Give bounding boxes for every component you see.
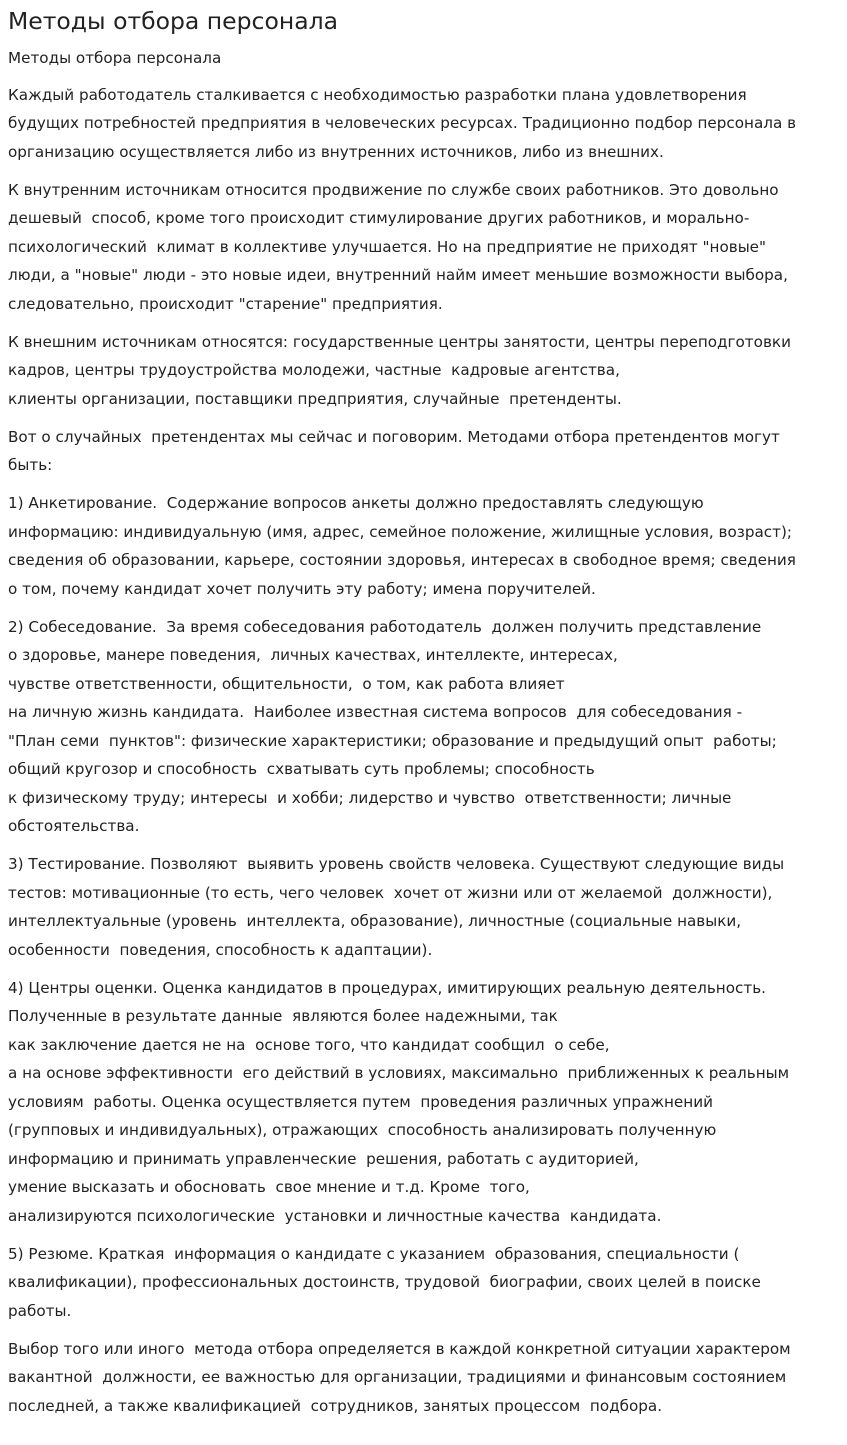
paragraph-line: анализируются психологические установки и личностные качества кандидата.: [8, 1206, 662, 1225]
paragraph-line: 5) Резюме. Краткая информация о кандидате с указанием образования, специальности (: [8, 1244, 740, 1263]
paragraph-line: 1) Анкетирование. Содержание вопросов анкеты должно предоставлять следующую: [8, 494, 704, 512]
paragraph-line: дешевый способ, кроме того происходит стимулирование других работников, и морально-: [8, 209, 750, 227]
paragraph-line: умение высказать и обосновать свое мнение и т.д. Кроме того,: [8, 1178, 530, 1196]
paragraph-line: работы.: [8, 1301, 72, 1320]
paragraph-line: быть:: [8, 456, 53, 474]
paragraph-line: особенности поведения, способность к адаптации).: [8, 940, 433, 959]
article-paragraph: [8, 1240, 839, 1326]
article-body: [8, 81, 839, 1421]
paragraph-line: люди, а "новые" люди - это новые идеи, внутренний найм имеет меньшие возможности выбора,: [8, 266, 788, 284]
paragraph-line: Выбор того или иного метода отбора определяется в каждой конкретной ситуации характером: [8, 1339, 791, 1358]
paragraph-line: к физическому труду; интересы и хобби; лидерство и чувство ответственности; личные: [8, 788, 732, 807]
article-paragraph: [8, 81, 839, 167]
paragraph-line: последней, а также квалификацией сотрудников, занятых процессом подбора.: [8, 1396, 663, 1415]
paragraph-line: (групповых и индивидуальных), отражающих способность анализировать полученную: [8, 1121, 717, 1139]
paragraph-line: сведения об образовании, карьере, состоянии здоровья, интересах в свободное время; сведения: [8, 551, 796, 569]
paragraph-line: 3) Тестирование. Позволяют выявить уровень свойств человека. Существуют следующие виды: [8, 855, 785, 873]
article-paragraph: [8, 613, 839, 841]
paragraph-line: чувстве ответственности, общительности, о том, как работа влияет: [8, 674, 565, 693]
paragraph-line: а на основе эффективности его действий в условиях, максимально приближенных к реальным: [8, 1064, 790, 1082]
paragraph-line: организацию осуществляется либо из внутренних источников, либо из внешних.: [8, 142, 664, 161]
paragraph-line: интеллектуальные (уровень интеллекта, образование), личностные (социальные навыки,: [8, 912, 742, 930]
paragraph-line: К внешним источникам относятся: государственные центры занятости, центры переподготовки: [8, 332, 791, 351]
paragraph-line: психологический климат в коллективе улучшается. Но на предприятие не приходят "новые": [8, 237, 767, 256]
paragraph-line: квалификации), профессиональных достоинств, трудовой биографии, своих целей в поиске: [8, 1273, 761, 1291]
article-paragraph: [8, 1335, 839, 1421]
paragraph-line: клиенты организации, поставщики предприятия, случайные претенденты.: [8, 389, 622, 408]
article-paragraph: [8, 328, 839, 414]
paragraph-line: вакантной должности, ее важностью для организации, традициями и финансовым состоянием: [8, 1368, 787, 1386]
paragraph-line: о том, почему кандидат хочет получить эту работу; имена поручителей.: [8, 579, 596, 598]
paragraph-line: Полученные в результате данные являются более надежными, так: [8, 1007, 558, 1025]
paragraph-line: как заключение дается не на основе того, что кандидат сообщил о себе,: [8, 1035, 610, 1054]
paragraph-line: "План семи пунктов": физические характеристики; образование и предыдущий опыт работы;: [8, 731, 777, 750]
article-paragraph: [8, 850, 839, 964]
paragraph-line: будущих потребностей предприятия в человеческих ресурсах. Традиционно подбор персонала в: [8, 114, 797, 132]
article-subtitle: Методы отбора персонала: [8, 49, 222, 67]
paragraph-line: К внутренним источникам относится продвижение по службе своих работников. Это довольно: [8, 180, 779, 199]
article-paragraph: [8, 176, 839, 319]
paragraph-line: следовательно, происходит "старение" предприятия.: [8, 294, 443, 313]
paragraph-line: на личную жизнь кандидата. Наиболее известная система вопросов для собеседования -: [8, 703, 743, 721]
paragraph-line: условиям работы. Оценка осуществляется путем проведения различных упражнений: [8, 1092, 713, 1111]
paragraph-line: Каждый работодатель сталкивается с необходимостью разработки плана удовлетворения: [8, 85, 747, 104]
paragraph-line: о здоровье, манере поведения, личных качествах, интеллекте, интересах,: [8, 646, 618, 664]
paragraph-line: тестов: мотивационные (то есть, чего человек хочет от жизни или от желаемой должности),: [8, 883, 773, 902]
paragraph-line: 4) Центры оценки. Оценка кандидатов в процедурах, имитирующих реальную деятельность.: [8, 978, 766, 997]
paragraph-line: 2) Собеседование. За время собеседования работодатель должен получить представление: [8, 617, 762, 636]
article-paragraph: [8, 489, 839, 603]
paragraph-line: общий кругозор и способность схватывать суть проблемы; способность: [8, 760, 595, 778]
article-paragraph: [8, 423, 839, 480]
page-title: Методы отбора персонала: [8, 7, 339, 35]
paragraph-line: информацию: индивидуальную (имя, адрес, семейное положение, жилищные условия, возраст);: [8, 522, 793, 541]
article-paragraph: [8, 974, 839, 1231]
paragraph-line: информацию и принимать управленческие решения, работать с аудиторией,: [8, 1149, 639, 1168]
paragraph-line: Вот о случайных претендентах мы сейчас и поговорим. Методами отбора претендентов могут: [8, 427, 780, 446]
paragraph-line: кадров, центры трудоустройства молодежи, частные кадровые агентства,: [8, 361, 620, 379]
paragraph-line: обстоятельства.: [8, 817, 140, 835]
